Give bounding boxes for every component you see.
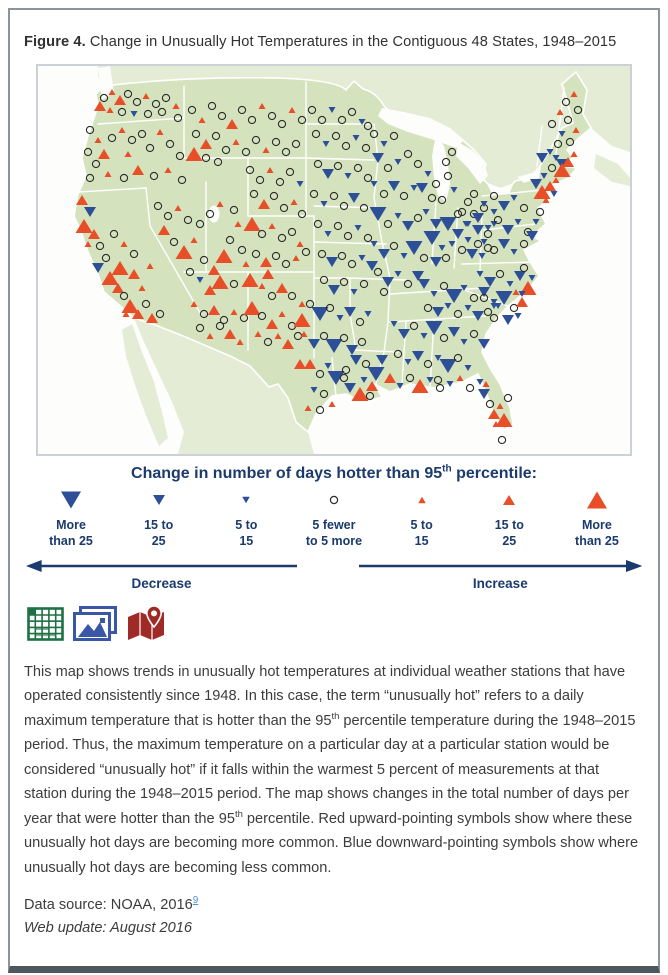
legend-item-label: 5 fewer to 5 more [305,518,363,549]
figure-number: Figure 4. [24,34,86,50]
legend-item [470,488,548,550]
decrease-arrow-group [26,559,297,591]
data-table-icon[interactable] [27,607,64,647]
red-up-large-icon [558,488,636,512]
legend-title: Change in number of days hotter than 95th percentile: [131,463,537,482]
blue-down-large-icon [32,488,110,512]
figure-title [24,34,644,50]
legend-item-label: 15 to 25 [494,518,524,549]
legend-item-label: 5 to 15 [410,518,433,549]
map-download-icon[interactable] [126,604,166,647]
increase-arrow [359,559,642,573]
red-up-small-icon [383,488,461,512]
us-map [38,66,630,454]
legend-symbols-row [24,488,644,550]
legend-item-label: 15 to 25 [144,518,174,549]
legend-item [120,488,198,550]
legend-item-label: More than 25 [575,518,619,549]
image-icon[interactable] [73,606,117,647]
blue-down-small-icon [207,488,285,512]
increase-label: Increase [472,575,528,591]
figure-card [8,8,660,973]
decrease-label: Decrease [131,575,192,591]
legend-item [295,488,373,550]
legend-item [558,488,636,550]
map-figure [36,64,632,456]
legend-item-label: More than 25 [49,518,93,549]
data-source-text: Data source: NOAA, 2016 [24,897,193,914]
figure-title-text: Change in Unusually Hot Temperatures in the Contiguous 48 States, 1948–2015 [85,34,617,50]
legend-item [207,488,285,550]
legend-item-label: 5 to 15 [235,518,258,549]
arrow-spacer [297,559,359,591]
increase-arrow-group [359,559,642,591]
download-links [27,607,644,647]
blue-down-medium-icon [120,488,198,512]
web-update-line: Web update: August 2016 [24,920,192,937]
legend-arrows-row [24,559,644,591]
legend-item [32,488,110,550]
decrease-arrow [26,559,297,573]
legend-item [383,488,461,550]
circle-icon [295,488,373,512]
data-source-line [24,897,644,913]
footnote-link[interactable]: 9 [192,895,199,907]
figure-description: This map shows trends in unusually hot temperatures at individual weather stations that have operated consistently since 1948. In this case, the term “unusually hot” refers to a daily maximum temperature that is hotter than the 95th percentile temperature during the 1948–2015 period. Thus, the maximum temperature on a particular day at a particular station would be considered “unusually hot” if it falls within the warmest 5 percent of measurements at that station during the 1948–2015 period. The map shows changes in the total number of days per year that were hotter than the 95th percentile. Red upward-pointing symbols show where these unusually hot days are becoming more common. Blue downward-pointing symbols show where unusually hot days are becoming less common. [24,663,639,876]
red-up-medium-icon [470,488,548,512]
